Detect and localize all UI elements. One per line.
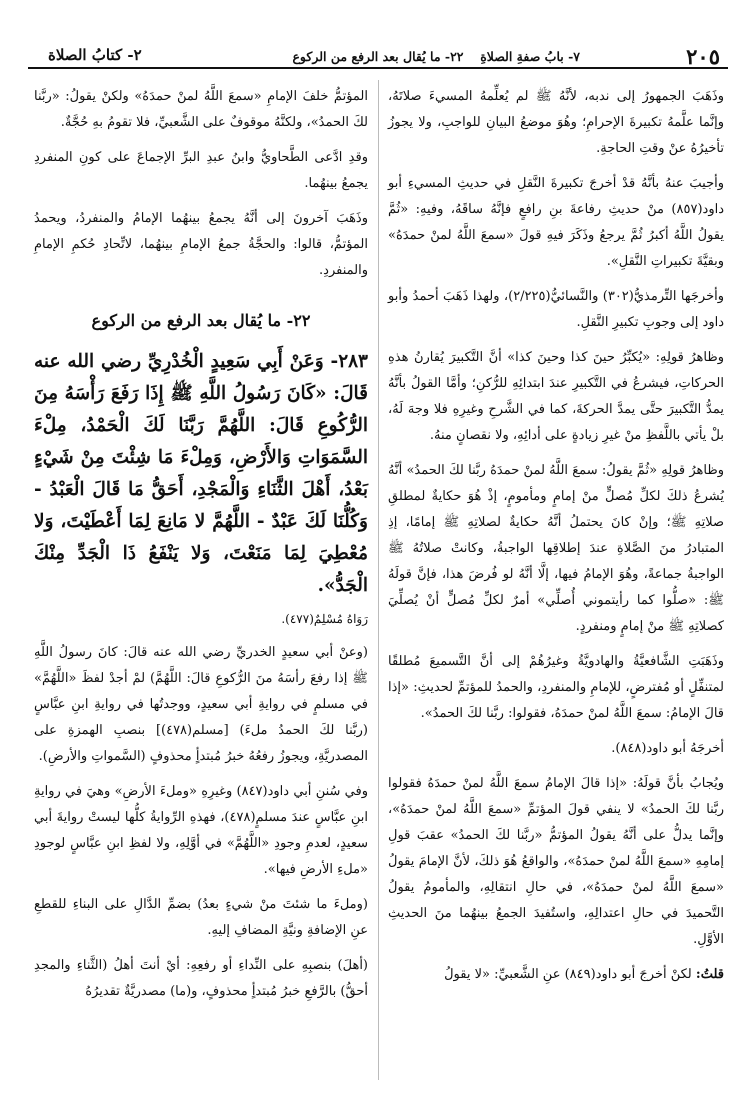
header-rule <box>28 67 728 69</box>
paragraph: وظاهرُ قولِهِ: «يُكبِّرُ حينَ كذا وحينَ كذا» أنَّ التَّكبيرَ يُقارنُ هذهِ الحركاتِ، فيشرعُ في التَّكبيرِ عندَ ابتدائِهِ للرُّكنِ؛ وأمَّا القولُ بأنَّهُ يمدُّ التَّكبيرَ حتَّى يمدَّ الحركةَ، كما في الشَّرحِ وغيرِهِ فلا وجهَ لَهُ، بلْ يأتي باللَّفظِ منْ غيرِ زيادةٍ على أدائِهِ، ولا نقصانٍ منهُ. <box>388 350 724 443</box>
paragraph: ويُجابُ بأنَّ قولَهُ: «إذا قالَ الإمامُ سمعَ اللَّهُ لمنْ حمدَهُ فقولوا ربَّنا لكَ الحمدُ» لا ينفي قولَ المؤتمِّ «سمعَ اللَّهُ لمنْ حمدَهُ»، وإنَّما يدلُّ على أنَّهُ يقولُ المؤتمُّ «ربَّنا لكَ الحمدُ» عقبَ قولِ إمامِهِ «سمعَ اللَّهُ لمنْ حمدَهُ»، والواقعُ هُوَ ذلكَ، لأنَّ الإمامَ يقولُ «سمعَ اللَّهُ لمنْ حمدَهُ»، في حالِ انتقالِهِ، والمأمومُ يقولُ التَّحميدَ في حالِ اعتدالِهِ، واستُفيدَ الجمعُ بينهُما منَ الحديثِ الأوَّلِ. <box>388 776 724 947</box>
column-divider <box>378 80 379 1080</box>
paragraph-text: لكنْ أخرجَ أبو داود(٨٤٩) عنِ الشَّعبيِّ: «لا يقولُ <box>444 967 692 982</box>
section-title-header: ٢٢- ما يُقال بعد الرفع من الركوع <box>292 49 464 64</box>
paragraph: وأجيبَ عنهُ بأنَّهُ قدْ أخرجَ تكبيرةَ النَّقلِ في حديثِ المسيءِ أبو داود(٨٥٧) منْ حديثِ رفاعةَ بنِ رافعٍ فإنَّهُ ساقَهُ، وفيهِ: «ثُمَّ يقولُ اللَّهُ أكبرُ ثُمَّ يرجعُ وذَكَرَ فيهِ قولَ «سمعَ اللَّهُ لمنْ حمدَهُ» وبقيَّةَ تكبيراتِ النَّقلِ». <box>388 176 724 269</box>
paragraph-final <box>388 962 724 988</box>
running-header <box>28 44 728 72</box>
book-title-left: ٢- كتابُ الصلاة <box>48 46 142 64</box>
paragraph: وذَهَبَ آخرونَ إلى أنَّهُ يجمعُ بينهُما الإمامُ والمنفردُ، ويحمدُ المؤتمُّ، قالوا: والحجَّةُ جمعُ الإمامِ بينهُما، لاتِّحادِ حُكمِ الإمامِ والمنفردِ. <box>34 211 368 278</box>
page-number: ٢٠٥ <box>686 44 720 69</box>
paragraph: وذَهَبَتِ الشَّافعيَّةُ والهادويَّةُ وغيرُهُمْ إلى أنَّ التَّسميعَ مُطلقًا لمتنفِّلٍ أو مُفترضٍ، للإمامِ والمنفردِ، والحمدُ للمؤتمِّ لحديثِ: «إذا قالَ الإمامُ: سمعَ اللَّهُ لمنْ حمدَهُ، فقولوا: ربَّنا لكَ الحمدُ». <box>388 654 724 721</box>
commentary-paragraph: وفي سُننِ أبي داود(٨٤٧) وغيرِهِ «وملءَ الأرضِ» وهيَ في روايةِ ابنِ عبَّاسٍ عندَ مسلمٍ(٤٧٨)، فهذهِ الرِّوايةُ كلُّها ليستْ روايةَ أبي سعيدٍ، لعدمِ وجودِ «اللَّهُمَّ» في أوَّلِهِ، ولا لفظِ ابنِ عبَّاسٍ لوجودِ «ملءِ الأرضِ فيها». <box>34 784 369 877</box>
commentary-paragraph: (أهلَ) بنصبِهِ على النِّداءِ أو رفعِهِ: أيْ أنتَ أهلُ (الثَّناءِ والمجدِ أحقُّ) بالرَّفعِ خبرُ مُبتدأٍ محذوفٍ، و(ما) مصدريَّةٌ تقديرُهُ <box>34 958 368 999</box>
paragraph: المؤتمُّ خلفَ الإمامِ «سمعَ اللَّهُ لمنْ حمدَهُ» ولكنْ يقولُ: «ربَّنا لكَ الحمدُ»، ولكنَّهُ موقوفٌ على الشَّعبيِّ، فلا تقومُ بهِ حُجَّةٌ. <box>34 89 368 130</box>
paragraph: وقدِ ادَّعى الطَّحاويُّ وابنُ عبدِ البرِّ الإجماعَ على كونِ المنفردِ يجمعُ بينهُما. <box>34 150 368 191</box>
right-column <box>388 84 724 997</box>
paragraph: وذَهَبَ الجمهورُ إلى ندبه، لأنَّهُ ﷺ لم يُعلِّمهُ المسيءَ صلاتَهُ، وإنَّما علَّمهُ تكبيرةَ الإحرامِ؛ وهُوَ موضعُ البيانِ للواجبِ، ولا يجوزُ تأخيرُهُ عنْ وقتِ الحاجةِ. <box>388 89 724 156</box>
paragraph: وظاهرُ قولِهِ «ثُمَّ يقولُ: سمعَ اللَّهُ لمنْ حمدَهُ ربَّنا لكَ الحمدُ» أنَّهُ يُشرعُ ذلكَ لكلِّ مُصلٍّ منْ إمامٍ ومأمومٍ، إذْ هُوَ حكايةٌ لمطلقِ صلاتِهِ ﷺ؛ وإنْ كانَ يحتملُ أنَّهُ حكايةٌ لصلاتِهِ ﷺ إمامًا، إذِ المتبادرُ منَ الصَّلاةِ عندَ إطلاقِها الواجبةُ، وكانتْ صلاتُهُ ﷺ الواجبةُ جماعةً، وهُوَ الإمامُ فيها، إلَّا أنَّهُ لو فُرضَ هذا، فإنَّ قولَهُ ﷺ: «صلُّوا كما رأيتموني أُصلِّي» أمرٌ لكلِّ مُصلٍّ أنْ يُصلِّيَ كصلاتِهِ ﷺ منْ إمامٍ ومنفردٍ. <box>388 463 724 634</box>
commentary-paragraph: (وعنْ أبي سعيدٍ الخدريِّ رضي الله عنه قالَ: كانَ رسولُ اللَّهِ ﷺ إذا رفعَ رأسَهُ منَ الرُّكوعِ قالَ: اللَّهُمَّ) لمْ أجدْ لفظَ «اللَّهُمَّ» في مسلمٍ في روايةِ أبي سعيدٍ، ووجدتُها في روايةِ ابنِ عبَّاسٍ (ربَّنا لكَ الحمدُ ملءَ) [مسلم(٤٧٨)] بنصبِ الهمزةِ على المصدريَّةِ، ويجوزُ رفعُهُ خبرُ مُبتدأٍ محذوفٍ (السَّمواتِ والأرضِ). <box>34 645 368 764</box>
left-column <box>34 84 368 1014</box>
paragraph: وأخرجَها التِّرمذيُّ(٣٠٢) والنَّسائيُّ(٢/٢٢٥)، ولهذا ذَهَبَ أحمدُ وأبو داود إلى وجوبِ تكبيرِ النَّقلِ. <box>388 289 724 330</box>
commentary-paragraph: (وملءَ ما شئتَ منْ شيءٍ بعدُ) بضمِّ الدَّالِ على البناءِ للقطعِ عنِ الإضافةِ ونيَّةِ المضافِ إليهِ. <box>34 897 368 938</box>
hadith-text: ٢٨٣- وَعَنْ أَبِي سَعِيدٍ الْخُدْرِيِّ رضي الله عنه قَالَ: «كَانَ رَسُولُ اللَّهِ ﷺ إِذَا رَفَعَ رَأْسَهُ مِنَ الرُّكُوعِ قَالَ: اللَّهُمَّ رَبَّنَا لَكَ الْحَمْدُ، مِلْءَ السَّمَوَاتِ وَالأَرْضِ، وَمِلْءَ مَا شِئْتَ مِنْ شَيْءٍ بَعْدُ، أَهْلَ الثَّنَاءِ وَالْمَجْدِ، أَحَقُّ مَا قَالَ الْعَبْدُ - وَكُلُّنَا لَكَ عَبْدٌ - اللَّهُمَّ لا مَانِعَ لِمَا أَعْطَيْتَ، وَلا مُعْطِيَ لِمَا مَنَعْتَ، وَلا يَنْفَعُ ذَا الْجَدِّ مِنْكَ الْجَدُّ». <box>34 351 368 596</box>
hadith-reference: رَوَاهُ مُسْلِمٌ(٤٧٧). <box>281 612 368 626</box>
reference: أخرجَهُ أبو داود(٨٤٨). <box>611 741 724 756</box>
qultu-label: قلتُ: <box>695 967 724 982</box>
section-heading: ٢٢- ما يُقال بعد الرفع من الركوع <box>91 311 311 330</box>
chapter-title-right: ٧- بابُ صفةِ الصلاةِ <box>480 49 580 64</box>
